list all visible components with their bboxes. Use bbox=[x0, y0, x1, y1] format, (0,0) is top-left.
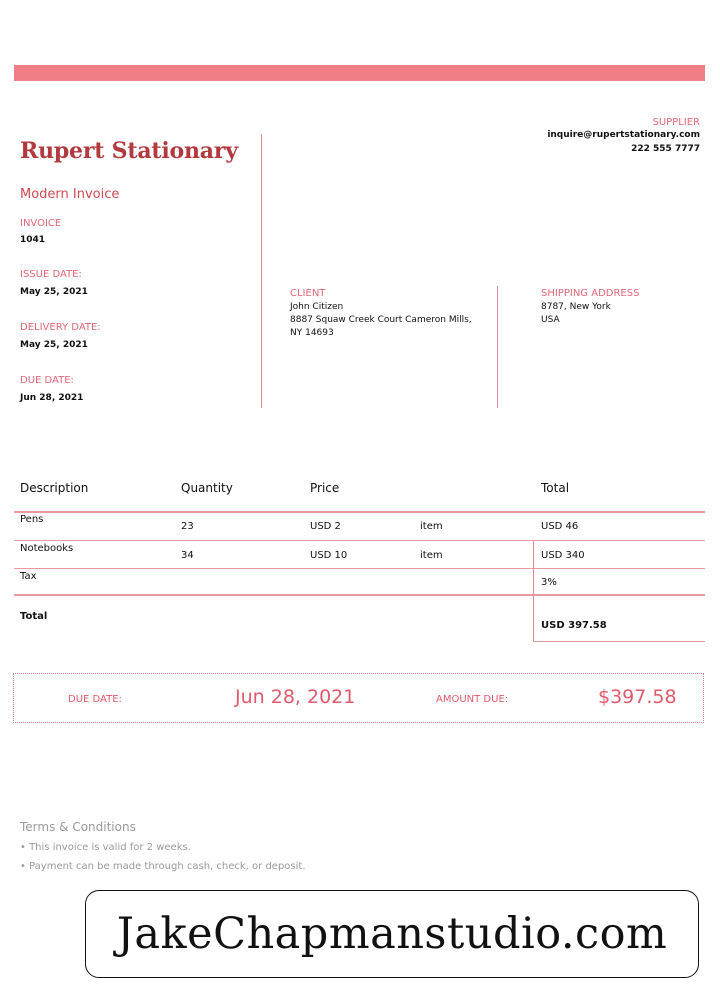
header-price: Price bbox=[310, 481, 340, 495]
row-unit: item bbox=[420, 521, 443, 532]
terms-section bbox=[20, 820, 306, 876]
issue-date-value: May 25, 2021 bbox=[20, 287, 88, 297]
due-date-value: Jun 28, 2021 bbox=[20, 393, 84, 403]
shipping-block bbox=[541, 288, 639, 327]
invoice-label: INVOICE bbox=[20, 218, 62, 229]
shipping-line1: 8787, New York bbox=[541, 302, 611, 312]
terms-item: • This invoice is valid for 2 weeks. bbox=[20, 842, 191, 853]
grand-total-value: USD 397.58 bbox=[541, 620, 607, 631]
column-divider bbox=[261, 134, 262, 408]
issue-date-label: ISSUE DATE: bbox=[20, 269, 82, 280]
supplier-block bbox=[547, 117, 700, 156]
table-rule bbox=[14, 511, 705, 513]
supplier-email: inquire@rupertstationary.com bbox=[547, 130, 700, 140]
due-box-date-label: DUE DATE: bbox=[68, 694, 122, 705]
row-unit: item bbox=[420, 550, 443, 561]
terms-title: Terms & Conditions bbox=[20, 820, 136, 834]
total-column-border bbox=[533, 541, 534, 642]
terms-item: • Payment can be made through cash, check, or deposit. bbox=[20, 861, 306, 872]
shipping-line2: USA bbox=[541, 315, 560, 325]
row-description: Pens bbox=[20, 514, 44, 525]
client-block bbox=[290, 288, 472, 340]
column-divider bbox=[497, 286, 498, 408]
row-description: Notebooks bbox=[20, 543, 74, 554]
row-quantity: 23 bbox=[181, 521, 194, 532]
client-label: CLIENT bbox=[290, 288, 326, 299]
row-total: USD 340 bbox=[541, 550, 585, 561]
due-box-date: Jun 28, 2021 bbox=[235, 686, 356, 708]
header-total: Total bbox=[541, 481, 570, 495]
table-rule bbox=[14, 540, 705, 541]
invoice-number: 1041 bbox=[20, 235, 46, 245]
header-quantity: Quantity bbox=[181, 481, 233, 495]
client-name: John Citizen bbox=[290, 302, 344, 312]
table-rule bbox=[533, 641, 705, 642]
delivery-date-value: May 25, 2021 bbox=[20, 340, 88, 350]
shipping-label: SHIPPING ADDRESS bbox=[541, 288, 640, 299]
header-accent-bar bbox=[14, 65, 705, 81]
supplier-phone: 222 555 7777 bbox=[631, 144, 700, 154]
amount-due-box bbox=[13, 673, 704, 723]
company-name: Rupert Stationary bbox=[20, 138, 238, 164]
row-quantity: 34 bbox=[181, 550, 194, 561]
row-price: USD 10 bbox=[310, 550, 348, 561]
due-box-amount-label: AMOUNT DUE: bbox=[436, 694, 509, 705]
grand-total-label: Total bbox=[20, 611, 48, 622]
tax-value: 3% bbox=[541, 577, 557, 588]
watermark-text: JakeChapmanstudio.com bbox=[116, 909, 668, 959]
table-rule bbox=[14, 594, 705, 596]
due-box-amount: $397.58 bbox=[598, 686, 677, 708]
due-date-label: DUE DATE: bbox=[20, 375, 74, 386]
delivery-date-label: DELIVERY DATE: bbox=[20, 322, 101, 333]
client-address-line1: 8887 Squaw Creek Court Cameron Mills, bbox=[290, 315, 472, 325]
row-total: USD 46 bbox=[541, 521, 579, 532]
header-description: Description bbox=[20, 481, 89, 495]
table-rule bbox=[14, 568, 705, 569]
document-subtitle: Modern Invoice bbox=[20, 187, 120, 202]
row-price: USD 2 bbox=[310, 521, 341, 532]
tax-label: Tax bbox=[20, 571, 37, 582]
watermark-banner bbox=[85, 890, 699, 978]
supplier-label: SUPPLIER bbox=[652, 117, 700, 128]
client-address-line2: NY 14693 bbox=[290, 328, 334, 338]
